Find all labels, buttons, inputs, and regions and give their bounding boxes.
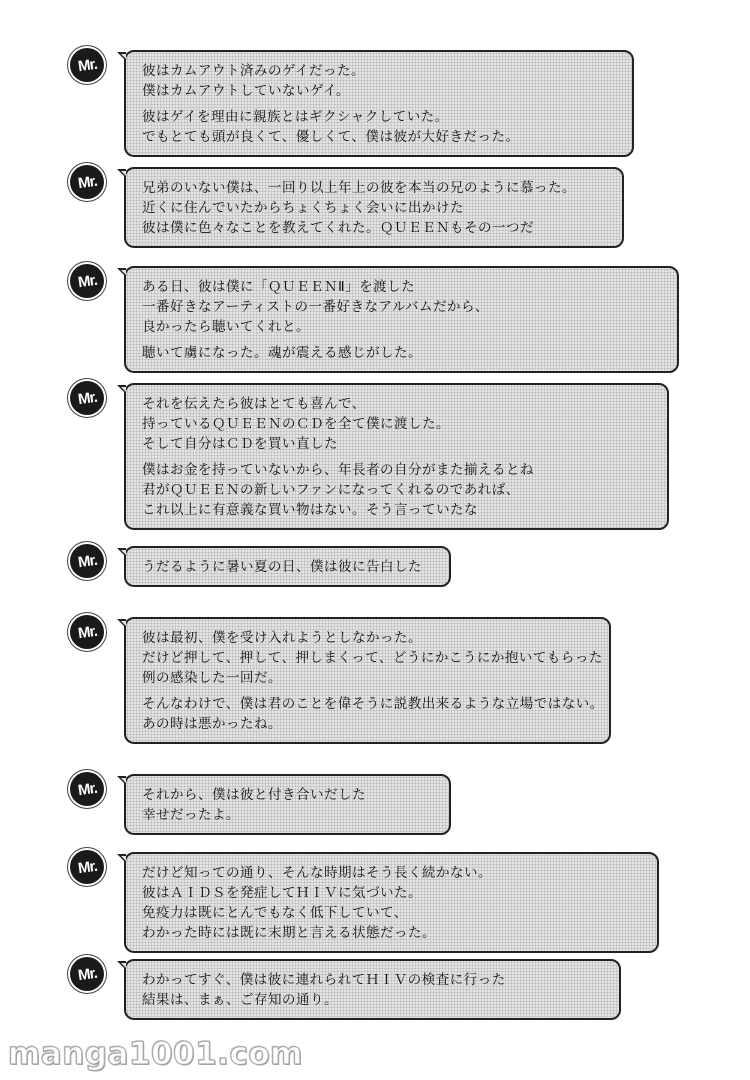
bubble-tail	[117, 619, 126, 628]
message-line: 近くに住んでいたからちょくちょく会いに出かけた	[142, 200, 464, 216]
message-line: そして自分はＣＤを買い直した	[142, 436, 338, 452]
bubble-tail	[117, 385, 126, 394]
message-line: あの時は悪かったね。	[142, 716, 282, 732]
message-line: 幸せだったよ。	[142, 807, 240, 823]
speaker-avatar-icon	[70, 381, 104, 415]
message-line: わかってすぐ、僕は彼に連れられてＨＩＶの検査に行った	[142, 972, 506, 988]
message-bubble	[124, 852, 659, 953]
speaker-label: Mr.	[76, 551, 98, 571]
message-paragraph	[142, 970, 605, 1010]
message-paragraph	[142, 557, 435, 577]
message-bubble	[124, 50, 634, 157]
message-line: 兄弟のいない僕は、一回り以上年上の彼を本当の兄のように慕った。	[142, 180, 576, 196]
speaker-avatar-icon	[70, 165, 104, 199]
message-line: 良かったら聴いてくれと。	[142, 319, 310, 335]
message-paragraph	[142, 394, 653, 454]
message-line: ある日、彼は僕に「ＱＵＥＥＮⅡ」を渡した	[142, 279, 416, 295]
message-bubble	[124, 266, 679, 373]
message-line: 持っているＱＵＥＥＮのＣＤを全て僕に渡した。	[142, 416, 450, 432]
bubble-tail	[117, 169, 126, 178]
message-paragraph	[142, 61, 618, 101]
speaker-avatar-icon	[70, 957, 104, 991]
message-line: それから、僕は彼と付き合いだした	[142, 787, 366, 803]
message-line: でもとても頭が良くて、優しくて、僕は彼が大好きだった。	[142, 129, 520, 145]
message-line: うだるように暑い夏の日、僕は彼に告白した	[142, 559, 422, 575]
message-paragraph	[142, 628, 603, 688]
message-line: 彼は僕に色々なことを教えてくれた。ＱＵＥＥＮもその一つだ	[142, 220, 534, 236]
speaker-label: Mr.	[76, 964, 98, 984]
message-paragraph	[142, 460, 653, 520]
bubble-tail	[117, 548, 126, 557]
speaker-label: Mr.	[76, 779, 98, 799]
message-paragraph	[142, 785, 435, 825]
message-line: 例の感染した一回だ。	[142, 670, 282, 686]
speaker-label: Mr.	[76, 388, 98, 408]
message-line: それを伝えたら彼はとても喜んで、	[142, 396, 366, 412]
speaker-avatar-icon	[70, 264, 104, 298]
speaker-label: Mr.	[76, 55, 98, 75]
speaker-label: Mr.	[76, 271, 98, 291]
message-paragraph	[142, 863, 643, 943]
message-line: 一番好きなアーティストの一番好きなアルバムだから、	[142, 299, 490, 315]
message-bubble	[124, 774, 451, 835]
message-bubble	[124, 383, 669, 530]
message-bubble	[124, 546, 451, 587]
message-line: これ以上に有意義な買い物はない。そう言っていたな	[142, 502, 478, 518]
speaker-avatar-icon	[70, 544, 104, 578]
message-line: 結果は、まぁ、ご存知の通り。	[142, 992, 338, 1008]
speaker-label: Mr.	[76, 622, 98, 642]
message-line: 僕はお金を持っていないから、年長者の自分がまた揃えるとね	[142, 462, 534, 478]
speaker-label: Mr.	[76, 172, 98, 192]
message-paragraph	[142, 178, 608, 238]
message-line: 彼はＡＩＤＳを発症してＨＩＶに気づいた。	[142, 885, 422, 901]
speaker-avatar-icon	[70, 615, 104, 649]
message-bubble	[124, 959, 621, 1020]
bubble-tail	[117, 854, 126, 863]
bubble-tail	[117, 52, 126, 61]
bubble-tail	[117, 776, 126, 785]
speaker-avatar-icon	[70, 48, 104, 82]
message-line: だけど知っての通り、そんな時期はそう長く続かない。	[142, 865, 492, 881]
message-line: 聴いて虜になった。魂が震える感じがした。	[142, 345, 422, 361]
message-line: 彼はゲイを理由に親族とはギクシャクしていた。	[142, 109, 449, 125]
message-line: だけど押して、押して、押しまくって、どうにかこうにか抱いてもらった	[142, 650, 603, 666]
message-paragraph	[142, 343, 663, 363]
bubble-tail	[117, 268, 126, 277]
speaker-avatar-icon	[70, 850, 104, 884]
bubble-tail	[117, 961, 126, 970]
message-line: 彼は最初、僕を受け入れようとしなかった。	[142, 630, 422, 646]
speaker-label: Mr.	[76, 857, 98, 877]
speaker-avatar-icon	[70, 772, 104, 806]
message-line: 彼はカムアウト済みのゲイだった。	[142, 63, 366, 79]
message-line: わかった時には既に末期と言える状態だった。	[142, 925, 436, 941]
message-paragraph	[142, 277, 663, 337]
message-paragraph	[142, 107, 618, 147]
message-line: 君がＱＵＥＥＮの新しいファンになってくれるのであれば、	[142, 482, 520, 498]
message-line: 僕はカムアウトしていないゲイ。	[142, 83, 350, 99]
message-line: そんなわけで、僕は君のことを偉そうに説教出来るような立場ではない。	[142, 696, 604, 712]
message-paragraph	[142, 694, 604, 734]
watermark: manga1001.com	[8, 1036, 303, 1072]
message-line: 免疫力は既にとんでもなく低下していて、	[142, 905, 408, 921]
message-bubble	[124, 617, 611, 744]
message-bubble	[124, 167, 624, 248]
